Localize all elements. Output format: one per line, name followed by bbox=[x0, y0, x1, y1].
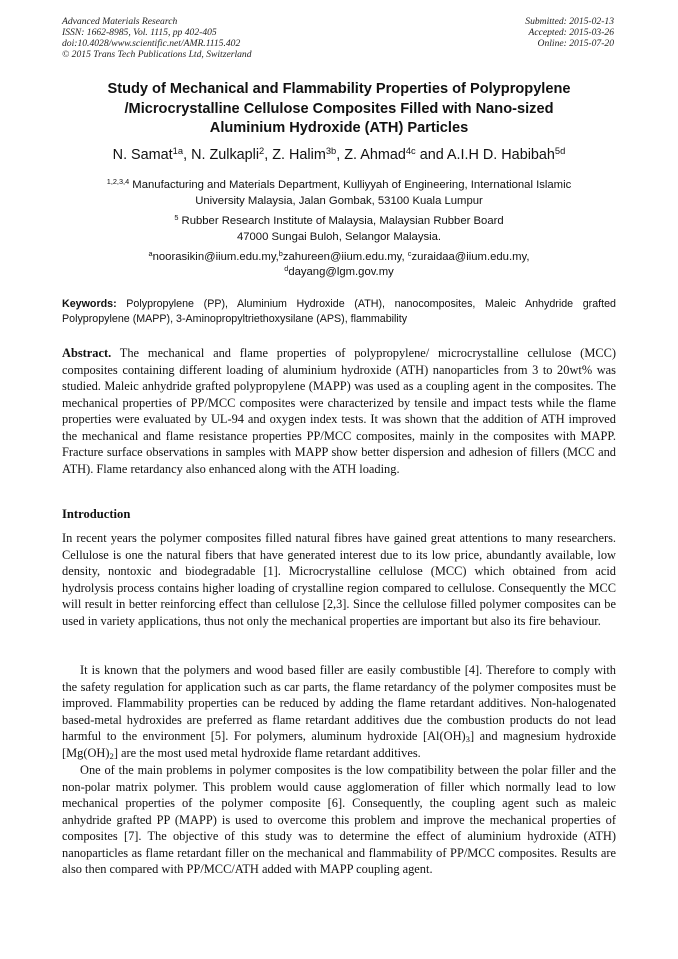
abstract-section bbox=[62, 345, 616, 477]
intro-paragraph-3 bbox=[62, 762, 616, 878]
affiliation-text: University Malaysia, Jalan Gombak, 53100 Kuala Lumpur bbox=[195, 194, 483, 207]
keywords-section bbox=[62, 297, 616, 326]
paper-title bbox=[62, 80, 616, 139]
email-link[interactable]: zahureen@iium.edu.my, bbox=[282, 251, 408, 263]
keywords-text: Polypropylene (PP), Aluminium Hydroxide (ATH), nanocomposites, Maleic Anhydride grafted Polypropylene (MAPP), 3-Aminopropyltriethoxysilane (APS), flammability bbox=[62, 298, 616, 325]
author-name: Z. Ahmad bbox=[344, 147, 406, 163]
copyright: © 2015 Trans Tech Publications Ltd, Switzerland bbox=[62, 49, 252, 60]
online-date: Online: 2015-07-20 bbox=[537, 38, 614, 49]
author-list bbox=[62, 146, 616, 164]
title-line-3: Aluminium Hydroxide (ATH) Particles bbox=[209, 120, 469, 136]
email-link[interactable]: dayang@lgm.gov.my bbox=[288, 266, 394, 278]
author-affiliation-mark: 5d bbox=[554, 145, 566, 156]
affiliation-text: Manufacturing and Materials Department, Kulliyyah of Engineering, International Islamic bbox=[129, 179, 572, 191]
abstract-text: The mechanical and flame properties of polypropylene/ microcrystalline cellulose (MCC) composites containing different loading of aluminium hydroxide (ATH) nanoparticles from 3 to 20wt% was studied. Maleic anhydride grafted polypropylene (MAPP) was used as a coupling agent in the composites. The mechanical properties of PP/MCC composites were characterized by tensile and impact tests while the flame properties were evaluated by UL-94 and oxygen index tests. It was shown that the addition of ATH improved the mechanical and flame resistance properties PP/MCC composites, mainly in the composites with MAPP. Fracture surface observations in samples with MAPP show better dispersion and adhesion of fillers (MCC and ATH). Flame retardancy also enhanced along with the ATH loading. bbox=[62, 346, 616, 476]
submitted-date: Submitted: 2015-02-13 bbox=[525, 16, 614, 27]
author-separator: , bbox=[183, 147, 192, 163]
author-name: N. Samat bbox=[112, 147, 173, 163]
introduction-heading: Introduction bbox=[62, 507, 131, 521]
affiliation-2 bbox=[62, 214, 616, 245]
email-mark: d bbox=[284, 263, 289, 273]
journal-name: Advanced Materials Research bbox=[62, 16, 178, 27]
paragraph-text: ] are the most used metal hydroxide flame retardant additives. bbox=[113, 745, 421, 760]
doi: doi:10.4028/www.scientific.net/AMR.1115.402 bbox=[62, 38, 241, 49]
author-name: N. Zulkapli bbox=[191, 147, 260, 163]
affiliation-text: Rubber Research Institute of Malaysia, Malaysian Rubber Board bbox=[178, 215, 504, 227]
affiliation-mark: 5 bbox=[174, 212, 179, 222]
journal-header-right bbox=[525, 16, 614, 49]
email-mark: b bbox=[278, 248, 283, 258]
affiliation-text: 47000 Sungai Buloh, Selangor Malaysia. bbox=[236, 230, 442, 243]
author-affiliation-mark: 1a bbox=[172, 145, 184, 156]
paragraph-text: It is known that the polymers and wood based filler are easily combustible [4]. Therefore to comply with the safety regulation for application such as car parts, the flame retardancy of the polymer composites must be improved. Flammability properties can be reduced by adding the flame retardant additives. Non-halogenated based-metal hydroxides are preferred as flame retardant additives due the combustion products do not lead harmful to the environment [5]. For polymers, aluminum hydroxide [Al(OH) bbox=[62, 663, 616, 743]
author-affiliation-mark: 4c bbox=[405, 145, 416, 156]
keywords-label: Keywords: bbox=[62, 298, 117, 310]
paragraph-text: One of the main problems in polymer composites is the low compatibility between the polar filler and the non-polar matrix polymer. This problem would cause agglomeration of filler which normally lead to low mechanical properties of the polymer composite [6]. Consequently, the coupling agent such as maleic anhydride grafted PP (MAPP) is used to overcome this problem and improve the mechanical properties of composites [7]. The objective of this study was to determine the effect of aluminium hydroxide (ATH) nanoparticles as flame retardant filler on the mechanical and flammability of PP/MCC composites. Results are also then compared with PP/MCC/ATH added with MAPP coupling agent. bbox=[62, 763, 616, 876]
author-separator: , bbox=[264, 147, 273, 163]
intro-paragraph-2 bbox=[62, 662, 616, 761]
accepted-date: Accepted: 2015-03-26 bbox=[528, 27, 614, 38]
affiliation-mark: 1,2,3,4 bbox=[106, 176, 130, 186]
author-name: A.I.H D. Habibah bbox=[446, 147, 555, 163]
email-link[interactable]: noorasikin@iium.edu.my, bbox=[152, 251, 279, 263]
title-line-2: /Microcrystalline Cellulose Composites Filled with Nano-sized bbox=[124, 100, 554, 117]
journal-header-left bbox=[62, 16, 252, 60]
abstract-label: Abstract. bbox=[62, 346, 112, 360]
formula-subscript: 2 bbox=[109, 750, 114, 761]
paragraph-text: In recent years the polymer composites filled natural fibres have gained great attentions to many researchers. Cellulose is one the natural fibers that have generated interest due to its low price, abundantly available, low density, nontoxic and biodegradable [1]. Microcrystalline cellulose (MCC) which obtained from acid hydrolysis process contains higher loading of crystalline region compared to cellulose. Consequently the MCC will result in better reinforcing effect than cellulose [2,3]. Since the cellulose filled polymer composites can be used in variety applications, thus not only the mechanical properties are important but also its fire behaviour. bbox=[62, 531, 616, 628]
author-affiliation-mark: 3b bbox=[325, 145, 337, 156]
title-line-1: Study of Mechanical and Flammability Properties of Polypropylene bbox=[107, 81, 571, 97]
author-affiliation-mark: 2 bbox=[259, 145, 265, 156]
issn-volume: ISSN: 1662-8985, Vol. 1115, pp 402-405 bbox=[62, 27, 217, 38]
email-mark: a bbox=[148, 248, 153, 258]
author-emails bbox=[62, 250, 616, 280]
author-separator: and bbox=[415, 147, 447, 163]
paragraph-text: ] and magnesium hydroxide [Mg(OH) bbox=[62, 729, 616, 760]
author-name: Z. Halim bbox=[272, 147, 326, 163]
formula-subscript: 3 bbox=[465, 734, 470, 745]
intro-paragraph-1 bbox=[62, 530, 616, 629]
author-separator: , bbox=[336, 147, 345, 163]
email-link[interactable]: zuraidaa@iium.edu.my, bbox=[411, 251, 530, 263]
affiliation-1 bbox=[62, 178, 616, 209]
email-mark: c bbox=[407, 248, 412, 258]
